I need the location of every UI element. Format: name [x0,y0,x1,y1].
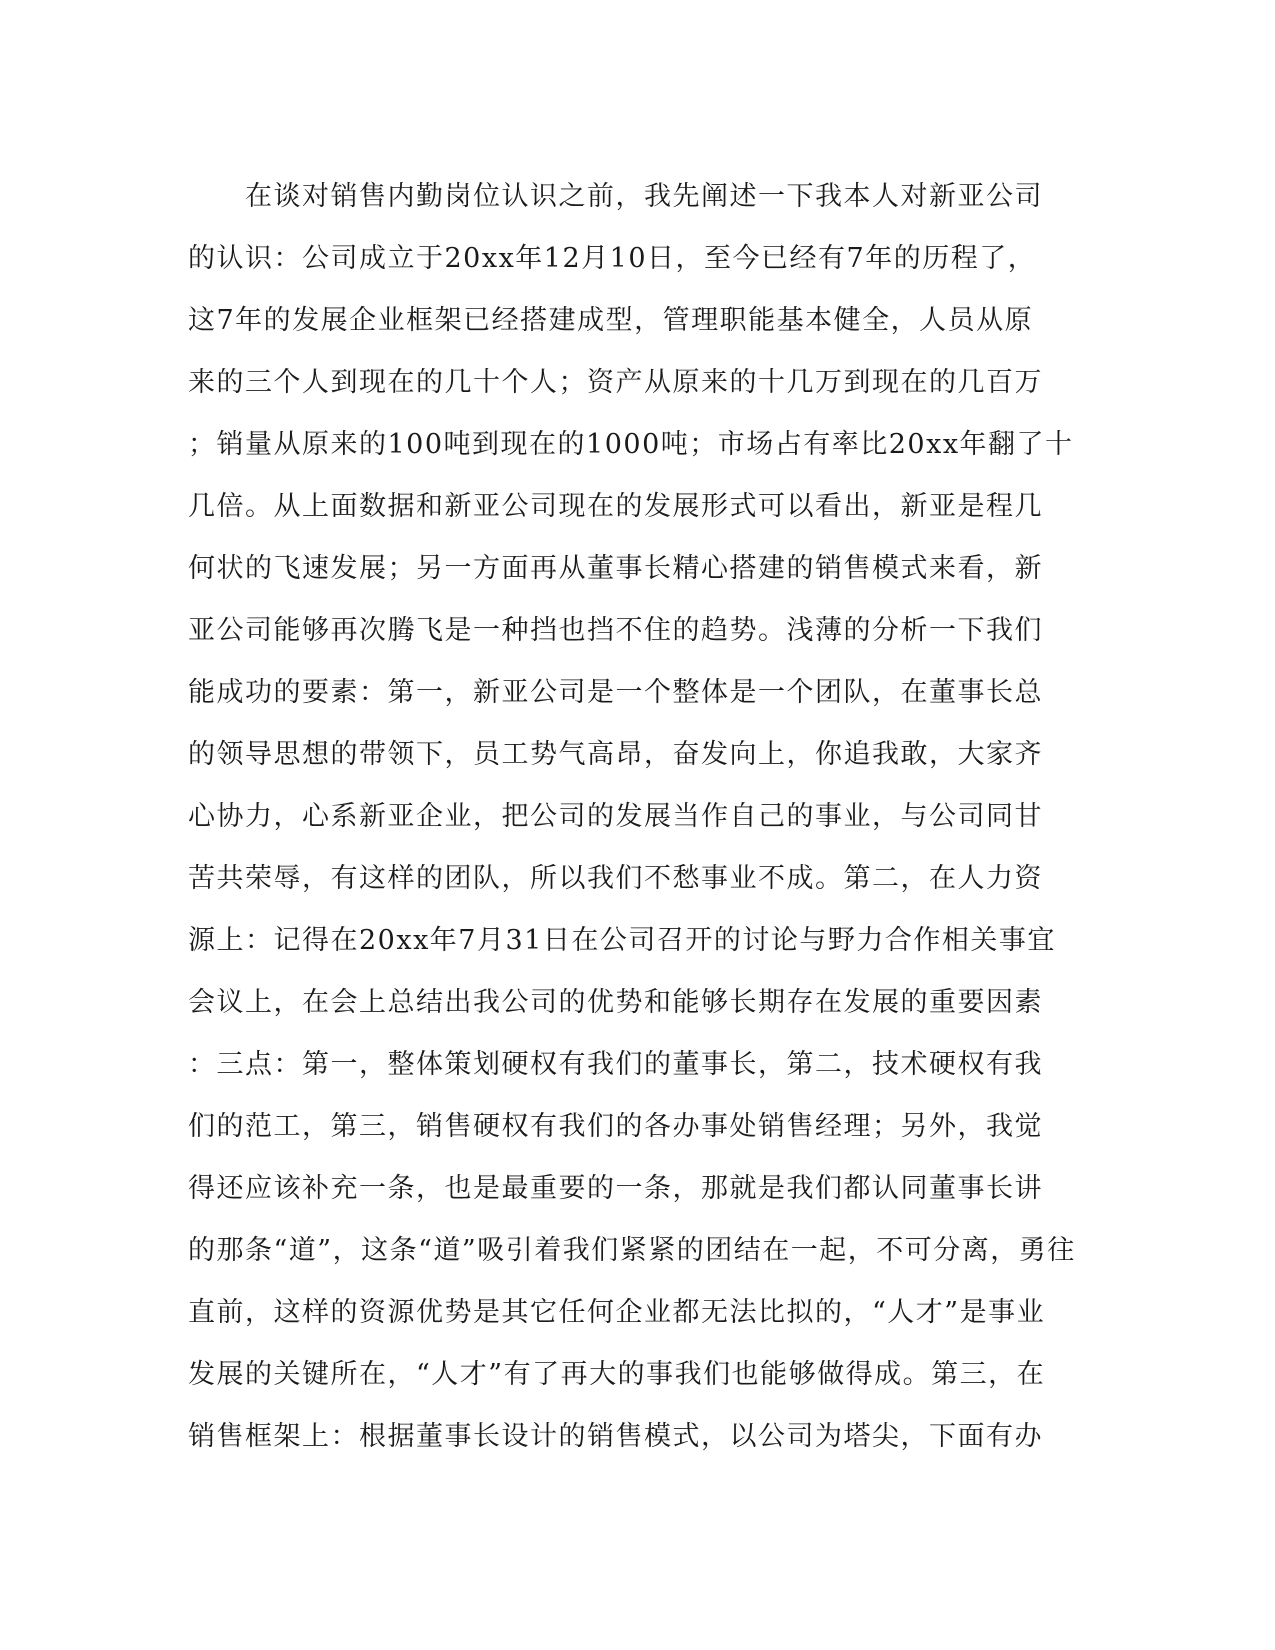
text-line: 能成功的要素：第一，新亚公司是一个整体是一个团队，在董事长总 [188,677,1043,708]
text-line: ：三点：第一，整体策划硬权有我们的董事长，第二，技术硬权有我 [188,1049,1043,1080]
text-line: 们的范工，第三，销售硬权有我们的各办事处销售经理；另外，我觉 [188,1111,1043,1142]
text-line: 得还应该补充一条，也是最重要的一条，那就是我们都认同董事长讲 [188,1173,1043,1204]
text-line: 发展的关键所在，“人才”有了再大的事我们也能够做得成。第三，在 [188,1359,1046,1390]
text-line: 的认识：公司成立于20xx年12月10日，至今已经有7年的历程了， [188,243,1037,274]
text-line: 这7年的发展企业框架已经搭建成型，管理职能基本健全，人员从原 [188,305,1034,336]
text-line: 亚公司能够再次腾飞是一种挡也挡不住的趋势。浅薄的分析一下我们 [188,615,1043,646]
text-line: 销售框架上：根据董事长设计的销售模式，以公司为塔尖，下面有办 [188,1421,1043,1452]
text-line: 在谈对销售内勤岗位认识之前，我先阐述一下我本人对新亚公司 [188,181,1043,212]
text-line: 苦共荣辱，有这样的团队，所以我们不愁事业不成。第二，在人力资 [188,863,1043,894]
text-line: 会议上，在会上总结出我公司的优势和能够长期存在发展的重要因素 [188,987,1043,1018]
text-line: 何状的飞速发展；另一方面再从董事长精心搭建的销售模式来看，新 [188,553,1043,584]
text-line: 几倍。从上面数据和新亚公司现在的发展形式可以看出，新亚是程几 [188,491,1043,522]
text-line: 来的三个人到现在的几十个人；资产从原来的十几万到现在的几百万 [188,367,1043,398]
text-line: 的领导思想的带领下，员工势气高昂，奋发向上，你追我敢，大家齐 [188,739,1043,770]
body-text [188,166,1088,1468]
text-line: 源上：记得在20xx年7月31日在公司召开的讨论与野力合作相关事宜 [188,925,1056,956]
text-line: 的那条“道”，这条“道”吸引着我们紧紧的团结在一起，不可分离，勇往 [188,1235,1076,1266]
text-line: 直前，这样的资源优势是其它任何企业都无法比拟的，“人才”是事业 [188,1297,1046,1328]
text-line: 心协力，心系新亚企业，把公司的发展当作自己的事业，与公司同甘 [188,801,1043,832]
text-line: ；销量从原来的100吨到现在的1000吨；市场占有率比20xx年翻了十 [188,429,1074,460]
